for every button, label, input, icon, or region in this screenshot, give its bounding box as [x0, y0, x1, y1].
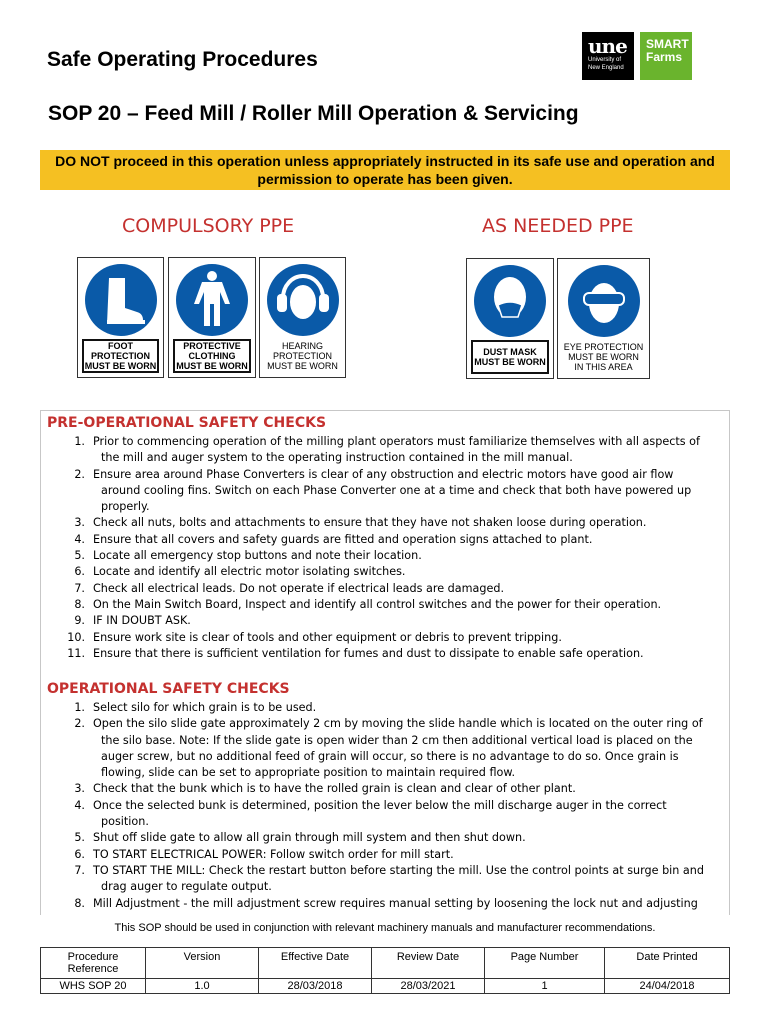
sign-label: DUST MASK MUST BE WORN	[471, 340, 549, 374]
list-text-line: Shut off slide gate to allow all grain through mill system and then shut down.	[93, 831, 526, 845]
list-text-line: Mill Adjustment - the mill adjustment screw requires manual setting by loosening the lock nut and adjusting	[93, 896, 698, 910]
list-text	[93, 548, 727, 564]
sign-label: PROTECTIVE CLOTHING MUST BE WORN	[173, 339, 251, 373]
list-text-line: Locate all emergency stop buttons and note their location.	[93, 549, 422, 563]
warning-banner	[40, 150, 730, 190]
list-text	[93, 597, 727, 613]
table-row	[41, 979, 730, 994]
list-number: 7.	[74, 863, 85, 877]
dust-mask-icon	[472, 263, 548, 339]
sign-label: HEARING PROTECTION MUST BE WORN	[267, 341, 338, 371]
boot-icon	[83, 262, 159, 338]
list-text-line: flowing, slide can be set to appropriate position to maintain required flow.	[101, 766, 516, 780]
protective-clothing-sign	[168, 257, 256, 378]
operational-heading: OPERATIONAL SAFETY CHECKS	[47, 681, 290, 697]
list-text	[93, 564, 727, 580]
list-text-line: Check that the bunk which is to have the rolled grain is clean and clear of other plant.	[93, 782, 576, 796]
list-text	[93, 630, 727, 646]
list-item	[47, 700, 727, 716]
compulsory-ppe-heading: COMPULSORY PPE	[122, 215, 295, 237]
list-item	[47, 581, 727, 597]
list-text-line: drag auger to regulate output.	[101, 880, 272, 894]
list-text	[93, 781, 727, 797]
list-text	[93, 646, 727, 662]
table-header-cell: Version	[146, 948, 259, 979]
list-text-line: Ensure work site is clear of tools and other equipment or debris to prevent tripping.	[93, 630, 562, 644]
list-text-line: Locate and identify all electric motor isolating switches.	[93, 565, 406, 579]
list-text	[93, 847, 727, 863]
list-text	[93, 798, 727, 831]
list-item	[47, 467, 727, 516]
operational-list	[47, 700, 727, 912]
list-text	[93, 434, 727, 467]
list-text-line: TO START ELECTRICAL POWER: Follow switch order for mill start.	[93, 847, 454, 861]
list-item	[47, 863, 727, 896]
list-item	[47, 630, 727, 646]
list-number: 8.	[74, 597, 85, 611]
pre-operational-heading: PRE-OPERATIONAL SAFETY CHECKS	[47, 415, 327, 431]
eye-protection-sign	[557, 258, 650, 379]
list-item	[47, 434, 727, 467]
list-text-line: TO START THE MILL: Check the restart button before starting the mill. Use the control points at surge bin and	[93, 863, 704, 877]
table-header-row	[41, 948, 730, 979]
pre-operational-list	[47, 434, 727, 662]
list-text	[93, 700, 727, 716]
table-cell: WHS SOP 20	[41, 979, 146, 994]
list-number: 9.	[74, 614, 85, 628]
list-item	[47, 613, 727, 629]
list-text	[93, 515, 727, 531]
list-text-line: Once the selected bunk is determined, position the lever below the mill discharge auger in the correct	[93, 798, 667, 812]
list-text	[93, 896, 727, 912]
sign-label: FOOT PROTECTION MUST BE WORN	[82, 339, 159, 373]
list-item	[47, 716, 727, 781]
list-text-line: the mill and auger system to the operating instruction contained in the mill manual.	[101, 451, 573, 465]
list-text-line: auger screw, but no additional feed of grain will occur, so there is no advantage to do so. Once grain is	[101, 749, 679, 763]
table-cell: 24/04/2018	[605, 979, 730, 994]
as-needed-ppe-heading: AS NEEDED PPE	[482, 215, 634, 237]
list-number: 6.	[74, 847, 85, 861]
list-text-line: Select silo for which grain is to be used.	[93, 701, 317, 714]
footer-note: This SOP should be used in conjunction with relevant machinery manuals and manufacturer recommendations.	[114, 922, 656, 934]
list-item	[47, 646, 727, 662]
smart-farms-logo: SMART Farms	[640, 32, 692, 80]
list-text-line: Ensure area around Phase Converters is clear of any obstruction and electric motors have good air flow	[93, 467, 674, 481]
list-item	[47, 830, 727, 846]
list-text-line: Ensure that all covers and safety guards are fitted and operation signs attached to plant.	[93, 532, 593, 546]
list-text-line: Check all electrical leads. Do not operate if electrical leads are damaged.	[93, 581, 505, 595]
table-header-cell: Page Number	[485, 948, 605, 979]
list-text	[93, 863, 727, 896]
table-header-cell: Date Printed	[605, 948, 730, 979]
list-text-line: IF IN DOUBT ASK.	[93, 614, 191, 628]
list-text-line: Ensure that there is sufficient ventilation for fumes and dust to dissipate to enable safe operation.	[93, 646, 644, 660]
list-number: 6.	[74, 565, 85, 579]
une-logo: une University of New England	[582, 32, 634, 80]
table-cell: 1	[485, 979, 605, 994]
overalls-icon	[174, 262, 250, 338]
list-number: 5.	[74, 549, 85, 563]
list-number: 8.	[74, 896, 85, 910]
list-text-line: On the Main Switch Board, Inspect and identify all control switches and the power for their operation.	[93, 597, 662, 611]
table-cell: 28/03/2018	[259, 979, 372, 994]
list-number: 11.	[67, 646, 85, 660]
list-text	[93, 613, 727, 629]
list-item	[47, 781, 727, 797]
list-item	[47, 597, 727, 613]
sop-title: SOP 20 – Feed Mill / Roller Mill Operation & Servicing	[48, 102, 579, 125]
foot-protection-sign	[77, 257, 164, 378]
list-item	[47, 564, 727, 580]
list-text-line: the silo base. Note: If the slide gate is open wider than 2 cm then additional vertical load is placed on the	[101, 733, 693, 747]
list-item	[47, 548, 727, 564]
sign-label: EYE PROTECTION MUST BE WORN IN THIS AREA	[563, 342, 644, 372]
list-text-line: Check all nuts, bolts and attachments to ensure that they have not shaken loose during operation.	[93, 516, 647, 530]
list-number: 2.	[74, 717, 85, 731]
list-number: 1.	[74, 435, 85, 448]
logos	[582, 32, 692, 80]
list-text	[93, 716, 727, 781]
list-item	[47, 532, 727, 548]
table-cell: 28/03/2021	[372, 979, 485, 994]
list-number: 10.	[67, 630, 85, 644]
list-number: 3.	[74, 516, 85, 530]
list-text-line: around cooling fins. Switch on each Phase Converter one at a time and check that both have powered up	[101, 483, 692, 497]
list-item	[47, 896, 727, 912]
table-header-cell: Procedure Reference	[41, 948, 146, 979]
list-number: 4.	[74, 532, 85, 546]
list-text	[93, 532, 727, 548]
warning-bold: DO NOT	[55, 153, 110, 169]
list-item	[47, 798, 727, 831]
table-header-cell: Review Date	[372, 948, 485, 979]
list-text-line: position.	[101, 815, 149, 829]
warning-text: proceed in this operation unless appropriately instructed in its safe use and operation and permission to operate has been given.	[109, 153, 715, 187]
dust-mask-sign	[466, 258, 554, 379]
hearing-protection-sign	[259, 257, 346, 378]
document-info-table	[40, 947, 730, 994]
list-item	[47, 847, 727, 863]
list-number: 1.	[74, 701, 85, 714]
list-text	[93, 581, 727, 597]
header-title: Safe Operating Procedures	[47, 48, 318, 71]
list-text-line: Prior to commencing operation of the milling plant operators must familiarize themselves with all aspects of	[93, 435, 700, 448]
list-number: 3.	[74, 782, 85, 796]
list-number: 4.	[74, 798, 85, 812]
list-text	[93, 830, 727, 846]
list-text-line: properly.	[101, 500, 150, 514]
table-cell: 1.0	[146, 979, 259, 994]
list-number: 2.	[74, 467, 85, 481]
table-header-cell: Effective Date	[259, 948, 372, 979]
list-text-line: Open the silo slide gate approximately 2 cm by moving the slide handle which is located on the outer ring of	[93, 717, 703, 731]
list-item	[47, 515, 727, 531]
list-text	[93, 467, 727, 516]
ear-muffs-icon	[265, 262, 341, 338]
list-number: 7.	[74, 581, 85, 595]
list-number: 5.	[74, 831, 85, 845]
goggles-icon	[566, 263, 642, 339]
